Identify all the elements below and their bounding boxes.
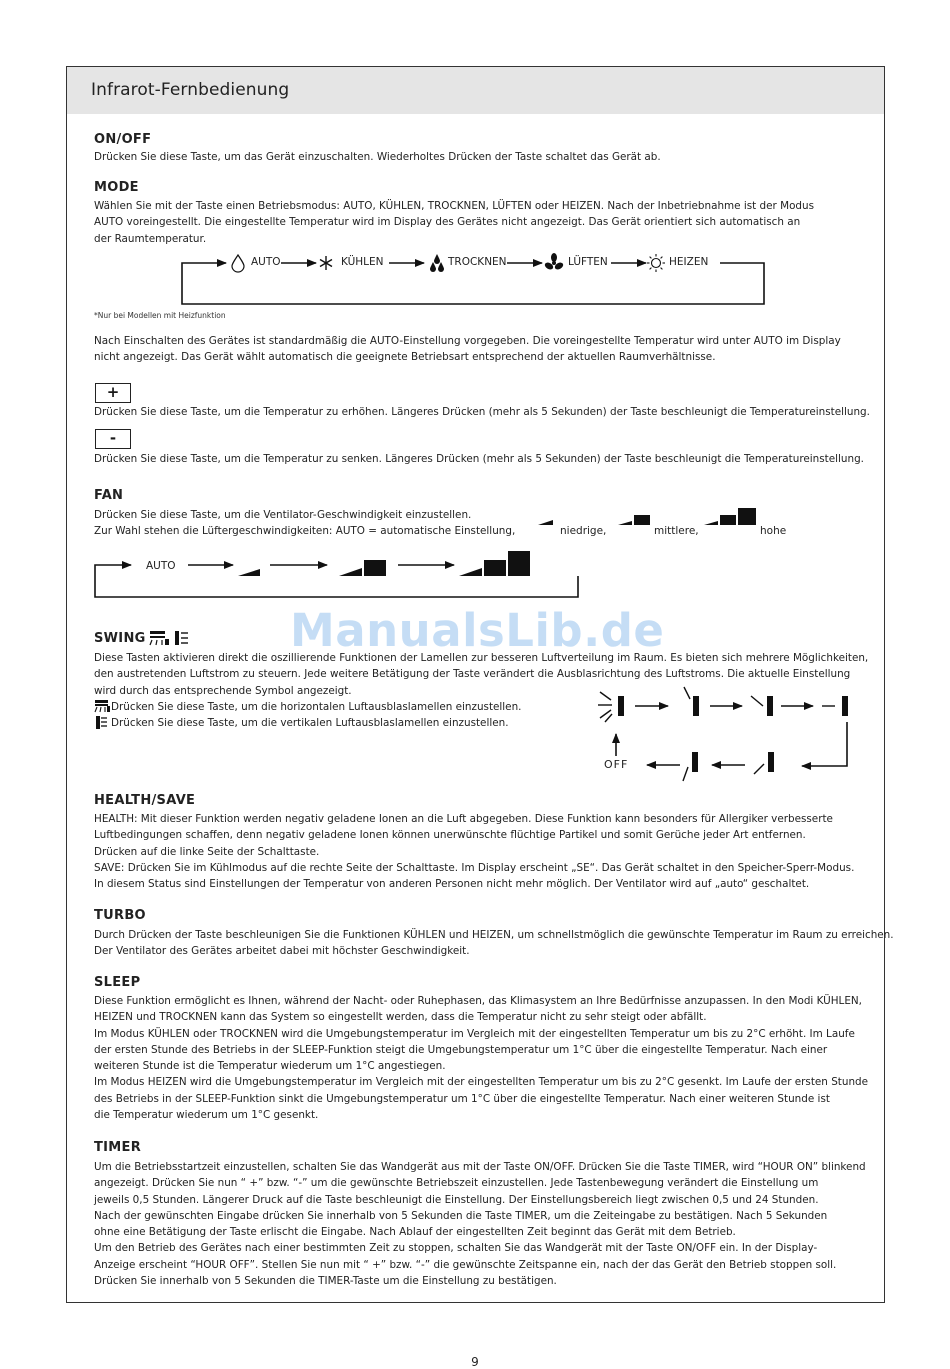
mode-lueften-label: LÜFTEN bbox=[568, 256, 608, 268]
mode-heading: MODE bbox=[94, 180, 139, 195]
mode-trocknen-label: TROCKNEN bbox=[448, 256, 507, 268]
fan-high-label: hohe bbox=[760, 525, 787, 537]
minus-key-symbol: - bbox=[95, 429, 131, 449]
health-text: HEALTH: Mit dieser Funktion werden negativ geladene Ionen an die Luft abgegeben. Diese Funktion kann besonders für Allergiker verbesserte Luftbedingungen schaffen, denn negativ geladene Ionen können unerwünschte flüchtige Partikel und somit Gerüche jeder Art entfernen. Drücken auf die linke Seite der Schalttaste. SAVE: Drücken Sie im Kühlmodus auf die rechte Seite der Schalttaste. Im Display erscheint „SE“. Das Gerät schaltet in den Speicher-Sperr-Modus. In diesem Status sind Einstellungen der Temperatur von anderen Personen nicht mehr möglich. Der Ventilator wird auf „auto“ geschaltet. bbox=[94, 813, 855, 891]
onoff-text: Drücken Sie diese Taste, um das Gerät einzuschalten. Wiederholtes Drücken der Taste schaltet das Gerät ab. bbox=[94, 151, 661, 163]
health-heading: HEALTH/SAVE bbox=[94, 793, 196, 808]
turbo-heading: TURBO bbox=[94, 908, 146, 923]
minus-text: Drücken Sie diese Taste, um die Temperatur zu senken. Längeres Drücken (mehr als 5 Sekunden) der Taste beschleunigt die Temperatureinstellung. bbox=[94, 453, 864, 465]
onoff-heading: ON/OFF bbox=[94, 132, 152, 147]
swing-text: Diese Tasten aktivieren direkt die oszillierende Funktionen der Lamellen zur besseren Luftverteilung im Raum. Es bieten sich mehrere Möglichkeiten, den austretenden Luftstrom zu steuern. Jede weitere Betätigung der Taste verändert die Ausblasrichtung des Luftstroms. Die aktuelle Einstellung wird durch das entsprechende Symbol angezeigt. bbox=[94, 652, 869, 697]
swing-heading: SWING bbox=[94, 631, 146, 646]
timer-text: Um die Betriebsstartzeit einzustellen, schalten Sie das Wandgerät aus mit der Taste ON/OFF. Drücken Sie die Taste TIMER, wird “HOUR ON” blinkend angezeigt. Drücken Sie nun “ +” bzw. “-” um die gewünschte Betriebszeit einzustellen. Jede Tastenbewegung verändert die Einstellung um jeweils 0,5 Stunden. Längerer Druck auf die Taste beschleunigt die Einstellung. Der Einstellungsbereich liegt zwischen 0,5 und 24 Stunden. Nach der gewünschten Eingabe drücken Sie innerhalb von 5 Sekunden die Taste TIMER, um die Zeiteingabe zu bestätigen. Nach 5 Sekunden ohne eine Betätigung der Taste erlischt die Eingabe. Nach Ablauf der eingestellten Zeit beginnt das Gerät mit dem Betrieb. Um den Betrieb des Gerätes nach einer bestimmten Zeit zu stoppen, schalten Sie das Wandgerät mit der Taste ON/OFF ein. In der Display- Anzeige erscheint “HOUR OFF”. Stellen Sie nun mit “ +” bzw. “-” die gewünschte Zeitspanne ein, nach der das Gerät den Betrieb stoppen soll. Drücken Sie innerhalb von 5 Sekunden die TIMER-Taste um die Einstellung zu bestätigen. bbox=[94, 1161, 866, 1288]
mode-heizen-label: HEIZEN bbox=[669, 256, 709, 268]
swing-horizontal-text: Drücken Sie diese Taste, um die horizontalen Luftausblaslamellen einzustellen. bbox=[111, 701, 522, 713]
mode-text: Wählen Sie mit der Taste einen Betriebsmodus: AUTO, KÜHLEN, TROCKNEN, LÜFTEN oder HEIZEN. Nach der Inbetriebnahme ist der Modus AUTO voreingestellt. Die eingestellte Temperatur wird im Display des Gerätes nicht angezeigt. Das Gerät orientiert sich automatisch an der Raumtemperatur. bbox=[94, 200, 815, 245]
watermark: ManualsLib.de bbox=[290, 604, 665, 657]
page-title: Infrarot-Fernbedienung bbox=[91, 80, 290, 100]
plus-key-symbol: + bbox=[95, 383, 131, 403]
fan-text: Drücken Sie diese Taste, um die Ventilator-Geschwindigkeit einzustellen. Zur Wahl stehen die Lüftergeschwindigkeiten: AUTO = automatische Einstellung, bbox=[94, 509, 516, 538]
swing-vertical-text: Drücken Sie diese Taste, um die vertikalen Luftausblaslamellen einzustellen. bbox=[111, 717, 509, 729]
mode-kuehlen-label: KÜHLEN bbox=[341, 256, 384, 268]
fan-cycle-auto-label: AUTO bbox=[146, 560, 176, 572]
swing-off-label: OFF bbox=[604, 758, 629, 771]
fan-mid-label: mittlere, bbox=[654, 525, 699, 537]
sleep-heading: SLEEP bbox=[94, 975, 141, 990]
mode-footnote: *Nur bei Modellen mit Heizfunktion bbox=[94, 311, 226, 320]
mode-after-text: Nach Einschalten des Gerätes ist standardmäßig die AUTO-Einstellung vorgegeben. Die voreingestellte Temperatur wird unter AUTO im Display nicht angezeigt. Das Gerät wählt automatisch die geeignete Betriebsart entsprechend der aktuellen Raumverhältnisse. bbox=[94, 335, 841, 364]
timer-heading: TIMER bbox=[94, 1140, 142, 1155]
page-number: 9 bbox=[471, 1355, 479, 1369]
plus-text: Drücken Sie diese Taste, um die Temperatur zu erhöhen. Längeres Drücken (mehr als 5 Sekunden) der Taste beschleunigt die Temperatureinstellung. bbox=[94, 406, 870, 418]
fan-low-label: niedrige, bbox=[560, 525, 607, 537]
turbo-text: Durch Drücken der Taste beschleunigen Sie die Funktionen KÜHLEN und HEIZEN, um schnellstmöglich die gewünschte Temperatur im Raum zu erreichen. Der Ventilator des Gerätes arbeitet dabei mit höchster Geschwindigkeit. bbox=[94, 929, 894, 958]
title-bar bbox=[67, 67, 884, 114]
sleep-text: Diese Funktion ermöglicht es Ihnen, während der Nacht- oder Ruhephasen, das Klimasystem an Ihre Bedürfnisse anzupassen. In den Modi KÜHLEN, HEIZEN und TROCKNEN kann das System so eingestellt werden, dass die Temperatur nicht zu sehr steigt oder abfällt. Im Modus KÜHLEN oder TROCKNEN wird die Umgebungstemperatur im Vergleich mit der eingestellten Temperatur um bis zu 2°C erhöht. Im Laufe der ersten Stunde des Betriebs in der SLEEP-Funktion steigt die Umgebungstemperatur um 1°C über die eingestellte Temperatur. Nach einer weiteren Stunde ist die Temperatur wiederum um 1°C angestiegen. Im Modus HEIZEN wird die Umgebungstemperatur im Vergleich mit der eingestellten Temperatur um bis zu 2°C gesenkt. Im Laufe der ersten Stunde des Betriebs in der SLEEP-Funktion sinkt die Umgebungstemperatur um 1°C über die eingestellte Temperatur. Nach einer weiteren Stunde ist die Temperatur wiederum um 1°C gesenkt. bbox=[94, 995, 869, 1122]
mode-auto-label: AUTO bbox=[251, 256, 281, 268]
fan-heading: FAN bbox=[94, 488, 124, 503]
